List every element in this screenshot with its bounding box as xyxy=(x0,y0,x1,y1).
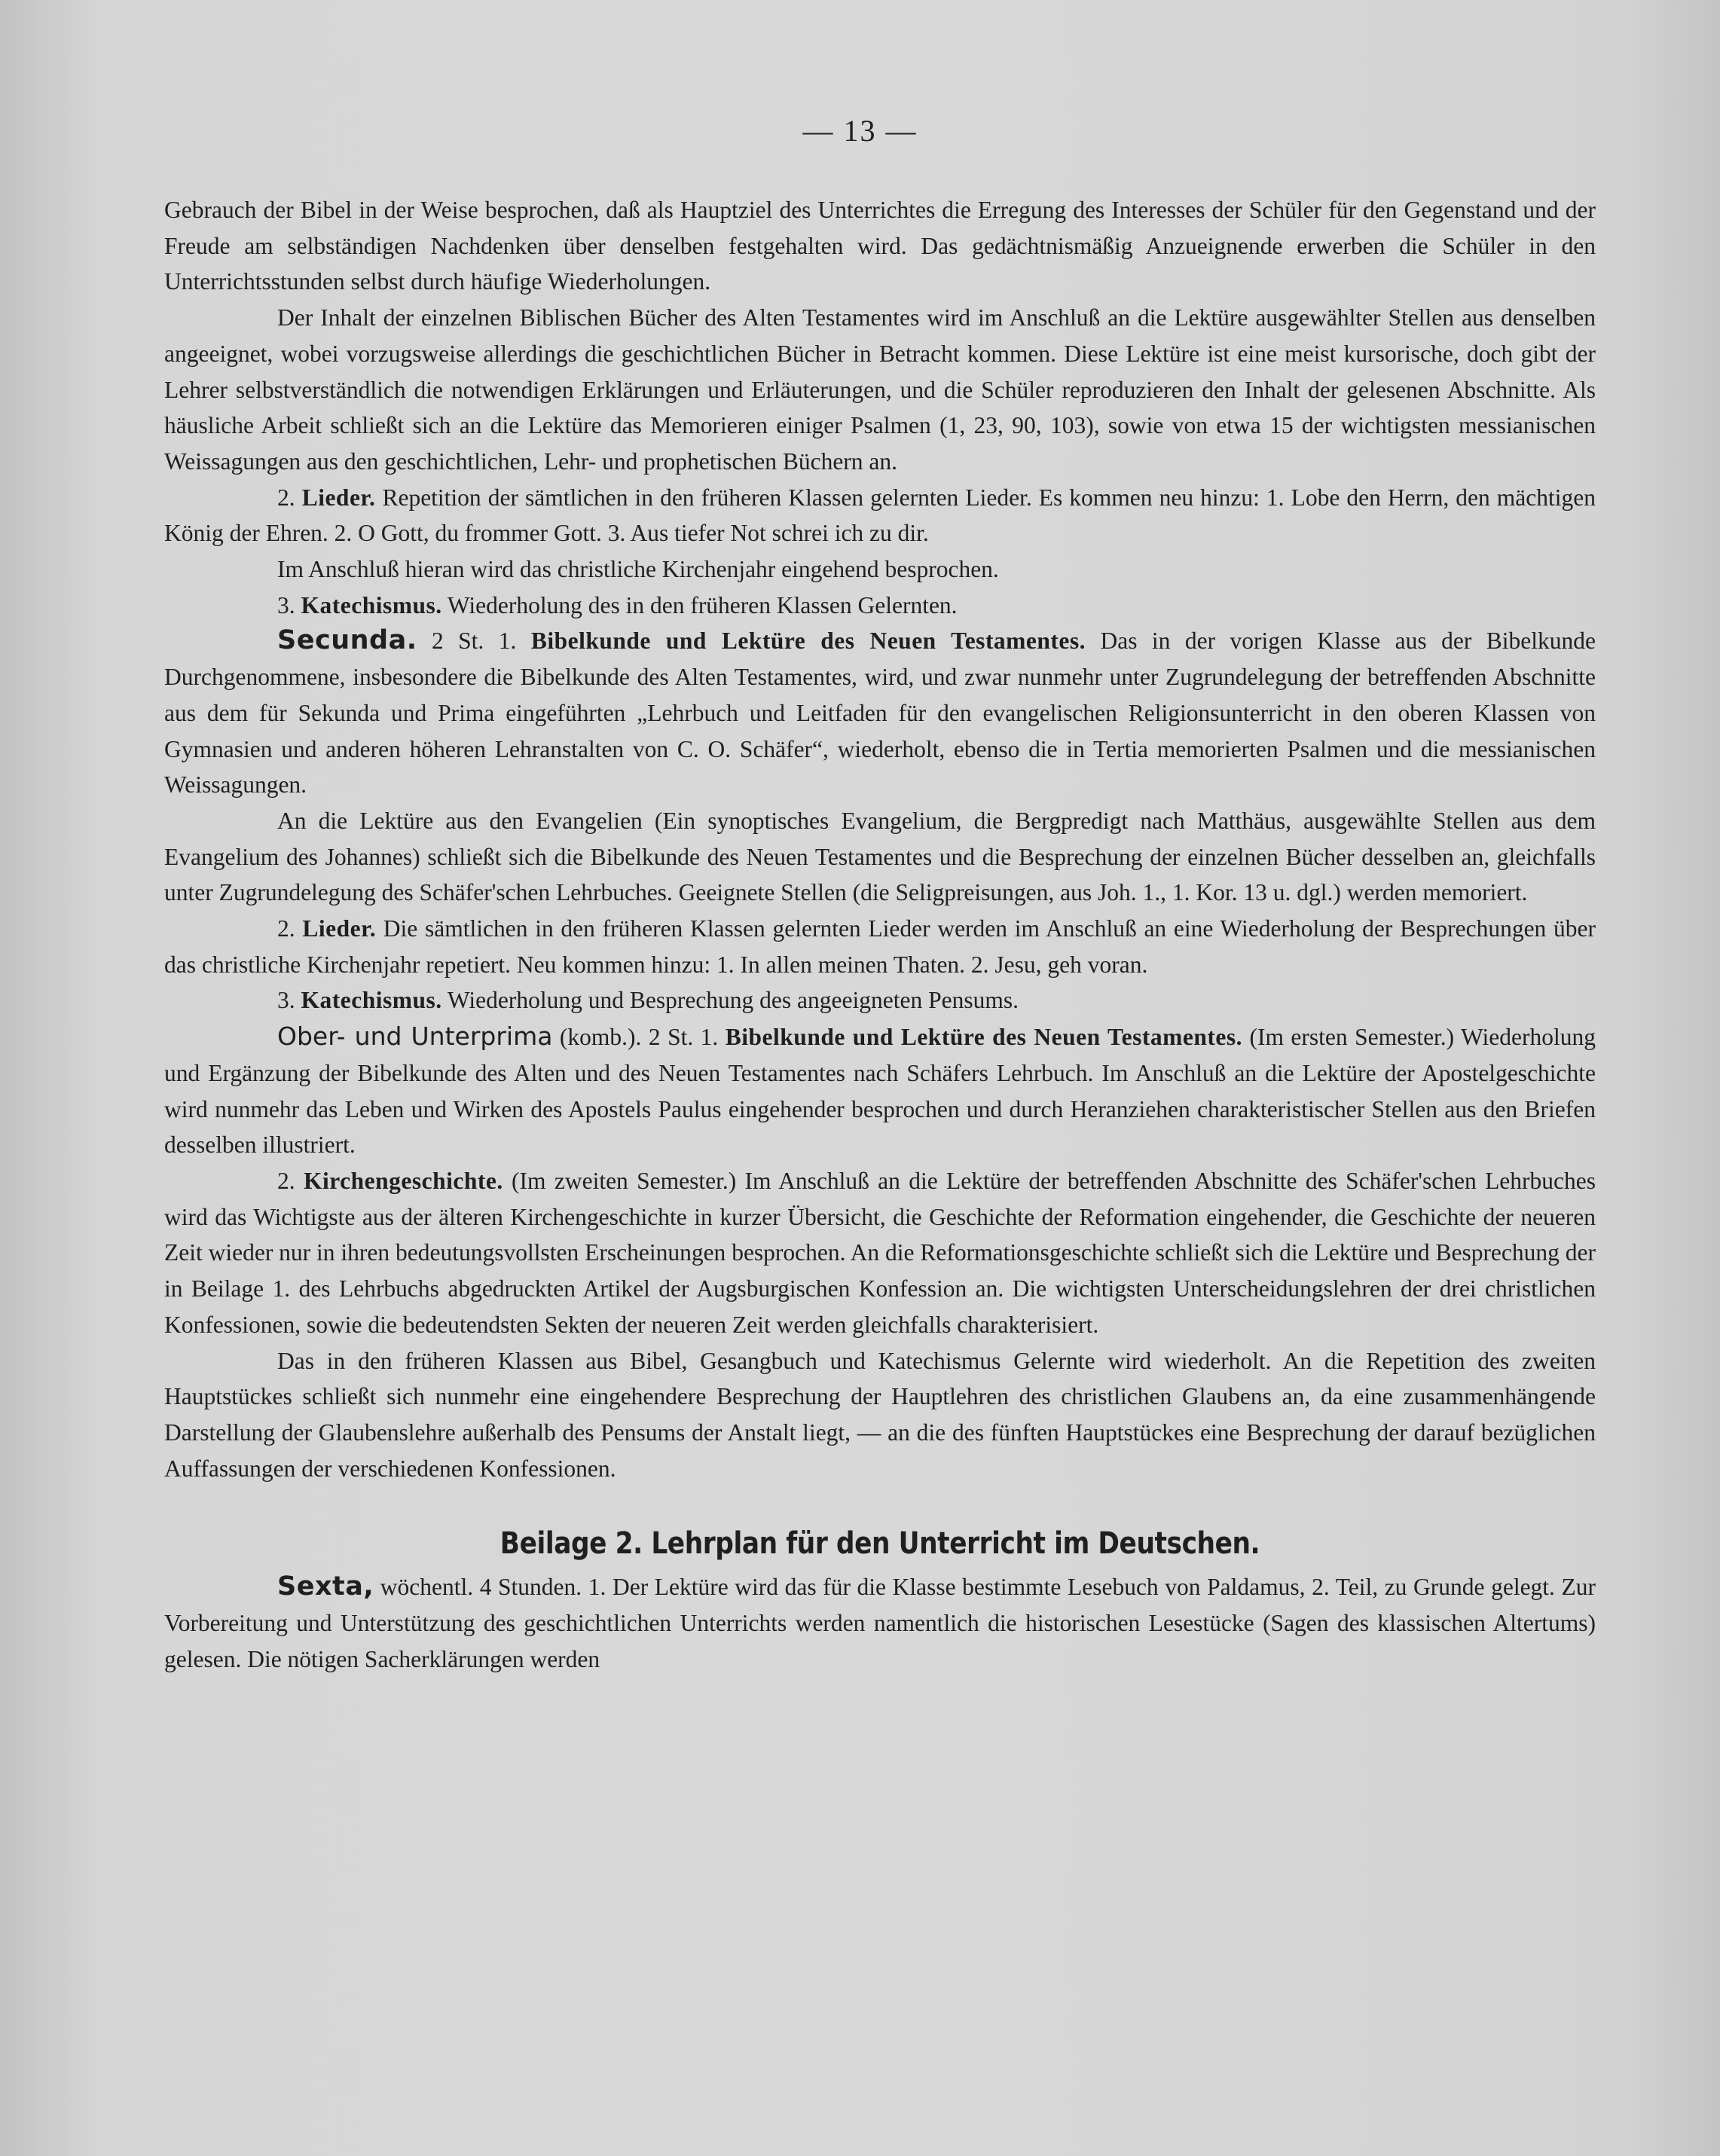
item-body: Die sämtlichen in den früheren Klassen gelernten Lieder werden im Anschluß an eine Wiederholung der Besprechungen über das christliche Kirchenjahr repetiert. Neu kommen hinzu: 1. In allen meinen Thaten. 2. Jesu, geh voran. xyxy=(164,915,1596,978)
class-heading: Secunda. xyxy=(277,625,417,656)
item-heading: Katechismus. xyxy=(301,987,442,1014)
paragraph-katechismus xyxy=(164,982,1596,1018)
page-number: — 13 — xyxy=(802,114,918,148)
paragraph: Im Anschluß hieran wird das christliche Kirchenjahr eingehend besprochen. xyxy=(277,556,999,583)
paragraph-kirchengeschichte xyxy=(164,1163,1596,1343)
item-heading: Lieder. xyxy=(301,484,376,511)
paragraph-prima xyxy=(164,1018,1596,1163)
item-body: Repetition der sämtlichen in den früheren Klassen gelernten Lieder. Es kommen neu hinzu: 1. Lobe den Herrn, den mächtigen König der Ehren. 2. O Gott, du frommer Gott. 3. Aus tiefer Not schrei ich zu dir. xyxy=(164,484,1596,547)
item-number: 3. xyxy=(277,987,301,1014)
item-number: 2. xyxy=(277,1167,304,1194)
item-heading: Bibelkunde und Lektüre des Neuen Testamentes. xyxy=(725,1024,1242,1051)
class-heading: Ober- und Unterprima xyxy=(277,1022,553,1052)
paragraph-sexta xyxy=(164,1569,1596,1677)
paragraph-katechismus xyxy=(164,588,1596,624)
paragraph-secunda xyxy=(164,623,1596,803)
item-body: Wiederholung und Besprechung des angeeigneten Pensums. xyxy=(441,987,1019,1014)
paragraph: Der Inhalt der einzelnen Biblischen Bücher des Alten Testamentes wird im Anschluß an die Lektüre ausgewählter Stellen aus denselben angeeignet, wobei vorzugsweise allerdings die geschichtlichen Bücher in Betracht kommen. Diese Lektüre ist eine meist kursorische, doch gibt der Lehrer selbstverständlich die notwendigen Erklärungen und Erläuterungen, und die Schüler reproduzieren den Inhalt der gelesenen Abschnitte. Als häusliche Arbeit schließt sich an die Lektüre das Memorieren einiger Psalmen (1, 23, 90, 103), sowie von etwa 15 der wichtigsten messianischen Weissagungen aus den geschichtlichen, Lehr- und prophetischen Büchern an. xyxy=(164,304,1596,475)
section-heading: Beilage 2. Lehrplan für den Unterricht im Deutschen. xyxy=(500,1526,1260,1562)
item-body: Wiederholung des in den früheren Klassen Gelernten. xyxy=(441,591,958,618)
paragraph-lieder xyxy=(164,911,1596,982)
item-number: 2. xyxy=(277,915,303,942)
item-heading: Kirchengeschichte. xyxy=(303,1167,503,1194)
class-heading: Sexta, xyxy=(277,1571,374,1602)
item-heading: Lieder. xyxy=(302,915,377,942)
paragraph: An die Lektüre aus den Evangelien (Ein synoptisches Evangelium, die Bergpredigt nach Matthäus, ausgewählte Stellen aus dem Evangelium des Johannes) schließt sich die Bibelkunde des Neuen Testamentes und die Besprechung der einzelnen Bücher desselben an, gleichfalls unter Zugrundelegung des Schäfer'schen Lehrbuches. Geeignete Stellen (die Seligpreisungen, aus Joh. 1., 1. Kor. 13 u. dgl.) werden memoriert. xyxy=(164,807,1596,906)
item-number: 2. xyxy=(277,484,302,511)
item-body: Das in der vorigen Klasse aus der Bibelkunde Durchgenommene, insbesondere die Bibelkunde des Alten Testamentes, wird, und zwar nunmehr unter Zugrundelegung der betreffenden Abschnitte aus dem für Sekunda und Prima eingeführten „Lehrbuch und Leitfaden für den evangelischen Religionsunterricht in den oberen Klassen von Gymnasien und anderen höheren Lehranstalten von C. O. Schäfer“, wiederholt, ebenso die in Tertia memorierten Psalmen und die messianischen Weissagungen. xyxy=(164,628,1596,799)
paragraph: Das in den früheren Klassen aus Bibel, Gesangbuch und Katechismus Gelernte wird wiederholt. An die Repetition des zweiten Hauptstückes schließt sich nunmehr eine eingehendere Besprechung der Hauptlehren des christlichen Glaubens an, da eine zusammenhängende Darstellung der Glaubenslehre außerhalb des Pensums der Anstalt liegt, — an die des fünften Hauptstückes eine Besprechung der darauf bezüglichen Auffassungen der verschiedenen Konfessionen. xyxy=(164,1347,1596,1482)
item-number: 3. xyxy=(277,591,301,618)
item-heading: Katechismus. xyxy=(301,591,442,618)
item-heading: Bibelkunde und Lektüre des Neuen Testamentes. xyxy=(530,628,1086,655)
paragraph: Gebrauch der Bibel in der Weise besprochen, daß als Hauptziel des Unterrichtes die Erregung des Interesses der Schüler für den Gegenstand und der Freude am selbständigen Nachdenken über denselben festgehalten wird. Das gedächtnismäßig Anzueignende erwerben die Schüler in den Unterrichtsstunden selbst durch häufige Wiederholungen. xyxy=(164,197,1596,295)
hours: (komb.). 2 St. 1. xyxy=(552,1024,726,1051)
body-text xyxy=(164,192,1596,1677)
item-body: (Im ersten Semester.) Wiederholung und Ergänzung der Bibelkunde des Alten und des Neuen Testamentes nach Schäfers Lehrbuch. Im Anschluß an die Lektüre der Apostelgeschichte wird nunmehr das Leben und Wirken des Apostels Paulus eingehender besprochen und durch Heranziehen charakteristischer Stellen aus den Briefen desselben illustriert. xyxy=(164,1024,1596,1159)
hours: 2 St. 1. xyxy=(417,628,531,655)
item-body: wöchentl. 4 Stunden. 1. Der Lektüre wird das für die Klasse bestimmte Lesebuch von Paldamus, 2. Teil, zu Grunde gelegt. Zur Vorbereitung und Unterstützung des geschichtlichen Unterrichts werden namentlich die historischen Lesestücke (Sagen des klassischen Altertums) gelesen. Die nötigen Sacherklärungen werden xyxy=(164,1574,1596,1672)
paragraph-lieder xyxy=(164,480,1596,551)
item-body: (Im zweiten Semester.) Im Anschluß an die Lektüre der betreffenden Abschnitte des Schäfer'schen Lehrbuches wird das Wichtigste aus der älteren Kirchengeschichte in kurzer Übersicht, die Geschichte der Reformation eingehender, die Geschichte der neueren Zeit wieder nur in ihren bedeutungsvollsten Erscheinungen besprochen. An die Reformationsgeschichte schließt sich die Lektüre und Besprechung der in Beilage 1. des Lehrbuchs abgedruckten Artikel der Augsburgischen Konfession an. Die wichtigsten Unterscheidungslehren der drei christlichen Konfessionen, sowie die bedeutendsten Sekten der neueren Zeit werden gleichfalls charakterisiert. xyxy=(164,1167,1596,1338)
